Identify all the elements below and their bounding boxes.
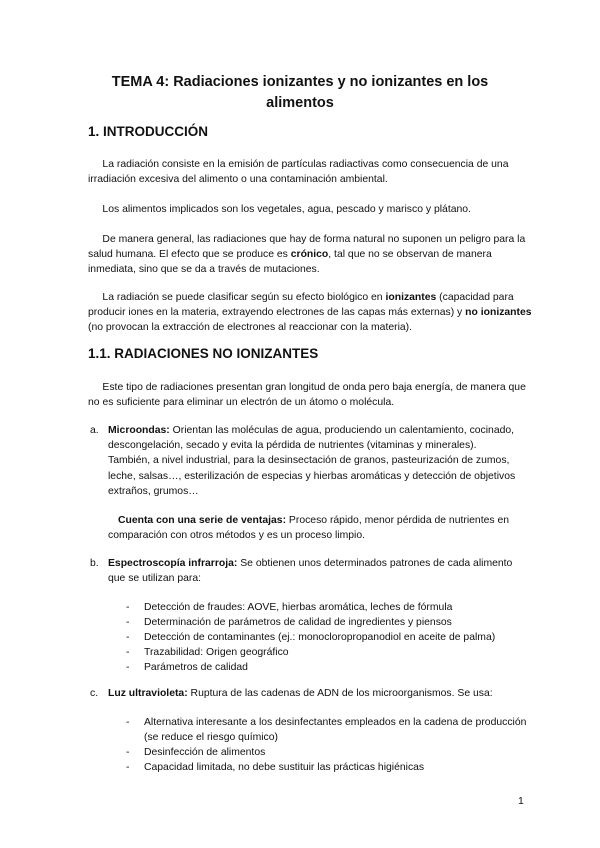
dash-list-item <box>108 615 528 630</box>
dash-list-item <box>108 630 528 645</box>
dash-item-text: Trazabilidad: Origen geográfico <box>144 647 289 658</box>
dash-marker: - <box>126 602 130 613</box>
page-title: TEMA 4: Radiaciones ionizantes y no ionizantes en los alimentos <box>111 74 489 111</box>
section-heading-radiaciones-no-ionizantes: 1.1. RADIACIONES NO IONIZANTES <box>88 346 319 361</box>
dash-marker: - <box>126 647 130 658</box>
bold-term: crónico <box>290 249 329 261</box>
bold-term: Luz ultravioleta: <box>108 688 188 699</box>
list-item-text: Orientan las moléculas de agua, produciendo un calentamiento, cocinado, descongelación, secado y evita la pérdida de nutrientes (vitaminas y minerales). También, a nivel industrial, para la desinsectación de granos, pasteurización de zumos, leche, salsas…, esterilización de especias y hierbas aromáticas y detección de objetivos extraños, grumos… <box>108 425 516 497</box>
dash-list-item <box>108 760 528 775</box>
intro-paragraph-3 <box>88 232 538 278</box>
bold-term: Espectroscopía infrarroja: <box>108 558 238 569</box>
bold-term: Microondas: <box>108 425 170 436</box>
dash-list-item <box>108 645 528 660</box>
dash-marker: - <box>126 717 130 728</box>
paragraph-text: La radiación consiste en la emisión de partículas radiactivas como consecuencia de una irradiación excesiva del alimento o una contaminación ambiental. <box>88 159 509 186</box>
paragraph-text: (capacidad para producir iones en la materia, extrayendo electrones de las capas más externas) y <box>88 292 514 319</box>
section-heading-introduccion: 1. INTRODUCCIÓN <box>88 124 209 139</box>
dash-list-item <box>108 745 528 760</box>
list-marker: a. <box>90 425 99 436</box>
dash-list-item <box>108 660 528 675</box>
dash-marker: - <box>126 662 130 673</box>
infrarroja-uses-list <box>108 600 528 675</box>
ventajas-paragraph <box>108 513 528 543</box>
dash-item-text: Desinfección de alimentos <box>144 747 266 758</box>
bold-term: ionizantes <box>385 292 437 303</box>
list-marker: b. <box>90 558 99 569</box>
paragraph-text: De manera general, las radiaciones que hay de forma natural no suponen un peligro para la salud humana. El efecto que se produce es <box>88 234 526 261</box>
dash-marker: - <box>126 617 130 628</box>
intro-paragraph-2 <box>88 202 538 217</box>
list-marker: c. <box>90 688 99 699</box>
dash-item-text: Determinación de parámetros de calidad de ingredientes y piensos <box>144 617 452 628</box>
dash-marker: - <box>126 747 130 758</box>
dash-list-item <box>108 715 528 745</box>
intro-paragraph-1 <box>88 157 538 187</box>
ultravioleta-uses-list <box>108 715 528 775</box>
paragraph-text: Los alimentos implicados son los vegetales, agua, pescado y marisco y plátano. <box>88 204 471 215</box>
list-item-text: Ruptura de las cadenas de ADN de los microorganismos. Se usa: <box>187 688 493 699</box>
dash-item-text: Parámetros de calidad <box>144 662 248 673</box>
bold-term: Cuenta con una serie de ventajas: <box>118 515 287 526</box>
bold-term: no ionizantes <box>465 307 532 319</box>
dash-item-text: Detección de contaminantes (ej.: monocloropropanodiol en aceite de palma) <box>144 632 496 643</box>
paragraph-text: Este tipo de radiaciones presentan gran longitud de onda pero baja energía, de manera que no es suficiente para eliminar un electrón de un átomo o molécula. <box>88 382 526 409</box>
page-number: 1 <box>518 796 524 807</box>
paragraph-text: La radiación se puede clasificar según su efecto biológico en <box>88 292 386 303</box>
paragraph-text: Proceso rápido, menor pérdida de nutrientes en comparación con otros métodos y es un proceso limpio. <box>108 515 510 542</box>
dash-marker: - <box>126 632 130 643</box>
dash-list-item <box>108 600 528 615</box>
intro-paragraph-4 <box>88 290 538 336</box>
list-item-text: Se obtienen unos determinados patrones de cada alimento que se utilizan para: <box>108 558 513 585</box>
dash-item-text: Alternativa interesante a los desinfectantes empleados en la cadena de producción (se reduce el riesgo químico) <box>144 717 527 743</box>
paragraph-text: (no provocan la extracción de electrones al reaccionar con la materia). <box>88 322 413 334</box>
dash-marker: - <box>126 762 130 773</box>
section11-intro-paragraph <box>88 380 538 410</box>
dash-item-text: Capacidad limitada, no debe sustituir las prácticas higiénicas <box>144 762 425 773</box>
paragraph-text: , tal que no se observan de manera inmediata, sino que se da a través de mutaciones. <box>88 249 492 276</box>
dash-item-text: Detección de fraudes: AOVE, hierbas aromática, leches de fórmula <box>144 602 453 613</box>
